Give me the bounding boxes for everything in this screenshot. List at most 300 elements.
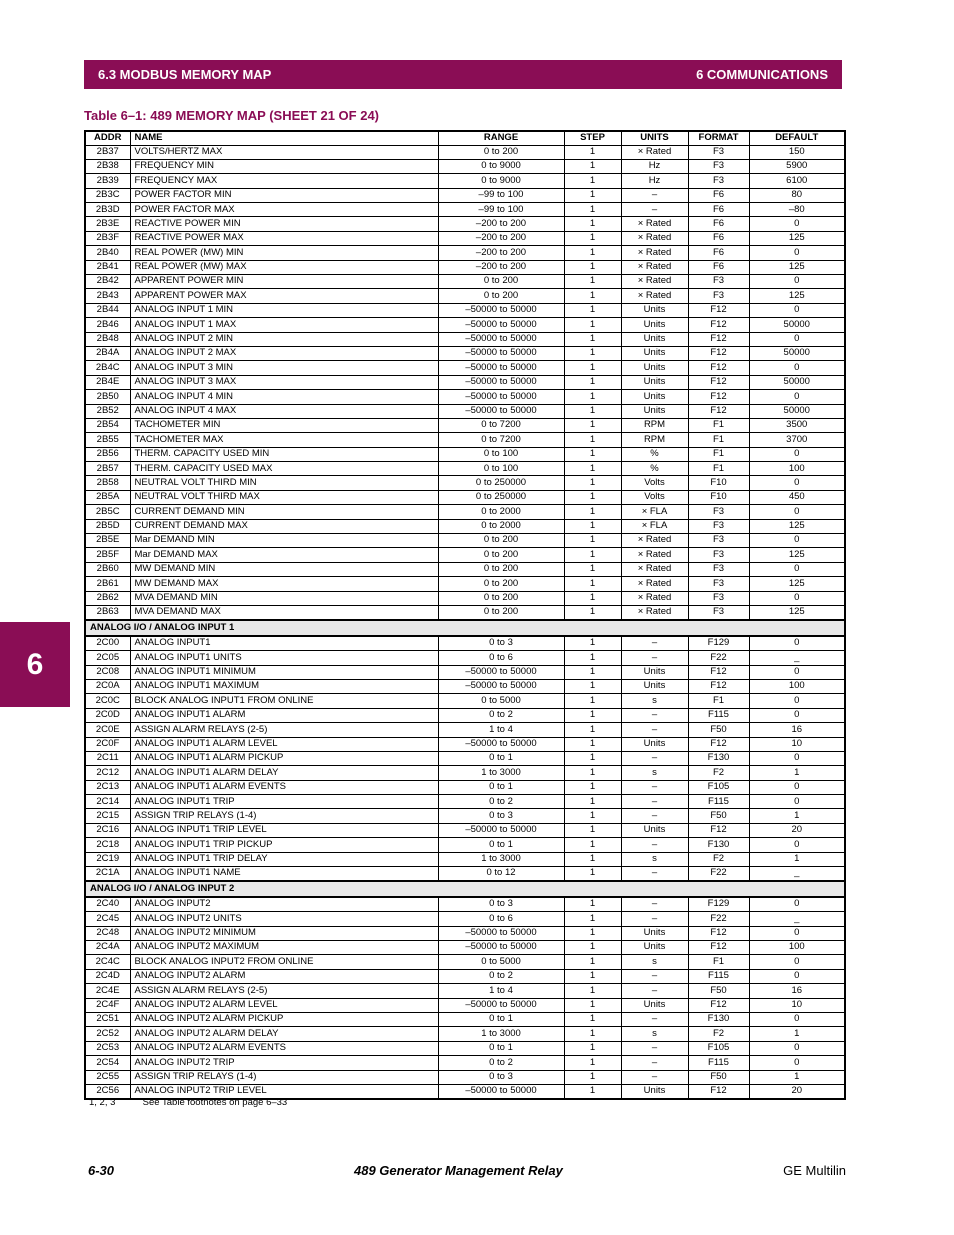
cell-units: × Rated <box>621 231 688 245</box>
cell-default: 0 <box>749 838 845 852</box>
cell-addr: 2C4C <box>85 955 130 969</box>
cell-units: – <box>621 867 688 882</box>
cell-addr: 2B63 <box>85 606 130 621</box>
table-row <box>85 926 845 940</box>
cell-format: F3 <box>688 534 749 548</box>
cell-default: 0 <box>749 505 845 519</box>
cell-addr: 2C54 <box>85 1056 130 1070</box>
cell-addr: 2C13 <box>85 780 130 794</box>
cell-addr: 2C0E <box>85 723 130 737</box>
cell-name: ANALOG INPUT2 TRIP <box>130 1056 438 1070</box>
cell-units: × Rated <box>621 145 688 159</box>
cell-step: 1 <box>564 447 621 461</box>
cell-default: 0 <box>749 1012 845 1026</box>
cell-format: F12 <box>688 332 749 346</box>
cell-step: 1 <box>564 969 621 983</box>
footnote-text: See Table footnotes on page 6–33 <box>142 1097 288 1108</box>
cell-addr: 2C4D <box>85 969 130 983</box>
cell-step: 1 <box>564 723 621 737</box>
cell-range: 0 to 5000 <box>438 955 564 969</box>
cell-format: F129 <box>688 897 749 912</box>
cell-units: × Rated <box>621 217 688 231</box>
cell-default: 0 <box>749 665 845 679</box>
table-row <box>85 1070 845 1084</box>
cell-format: F22 <box>688 867 749 882</box>
cell-units: Hz <box>621 174 688 188</box>
cell-units: RPM <box>621 433 688 447</box>
table-row <box>85 505 845 519</box>
cell-step: 1 <box>564 562 621 576</box>
cell-name: ANALOG INPUT 4 MIN <box>130 390 438 404</box>
cell-default: 0 <box>749 562 845 576</box>
table-row <box>85 606 845 621</box>
cell-default: 125 <box>749 548 845 562</box>
cell-range: 0 to 7200 <box>438 433 564 447</box>
cell-addr: 2B57 <box>85 462 130 476</box>
cell-addr: 2C55 <box>85 1070 130 1084</box>
cell-format: F2 <box>688 1027 749 1041</box>
cell-name: ASSIGN TRIP RELAYS (1-4) <box>130 1070 438 1084</box>
cell-units: – <box>621 203 688 217</box>
cell-format: F12 <box>688 318 749 332</box>
cell-addr: 2C56 <box>85 1084 130 1099</box>
cell-default: _ <box>749 912 845 926</box>
cell-name: APPARENT POWER MIN <box>130 275 438 289</box>
cell-format: F12 <box>688 679 749 693</box>
cell-default: 0 <box>749 217 845 231</box>
cell-default: 50000 <box>749 375 845 389</box>
section-label: ANALOG I/O / ANALOG INPUT 1 <box>85 620 845 635</box>
cell-name: ANALOG INPUT1 ALARM <box>130 708 438 722</box>
cell-name: TACHOMETER MIN <box>130 418 438 432</box>
cell-default: 20 <box>749 1084 845 1099</box>
cell-name: MW DEMAND MAX <box>130 577 438 591</box>
cell-default: 0 <box>749 795 845 809</box>
cell-name: ANALOG INPUT2 UNITS <box>130 912 438 926</box>
cell-addr: 2C0A <box>85 679 130 693</box>
cell-name: ANALOG INPUT1 MINIMUM <box>130 665 438 679</box>
cell-step: 1 <box>564 737 621 751</box>
cell-default: 0 <box>749 955 845 969</box>
cell-format: F12 <box>688 404 749 418</box>
cell-units: Units <box>621 940 688 954</box>
cell-default: 0 <box>749 361 845 375</box>
cell-format: F115 <box>688 795 749 809</box>
cell-addr: 2B5D <box>85 519 130 533</box>
cell-name: ANALOG INPUT 3 MIN <box>130 361 438 375</box>
cell-units: – <box>621 708 688 722</box>
cell-name: FREQUENCY MIN <box>130 159 438 173</box>
cell-format: F115 <box>688 1056 749 1070</box>
cell-range: –50000 to 50000 <box>438 346 564 360</box>
cell-name: BLOCK ANALOG INPUT2 FROM ONLINE <box>130 955 438 969</box>
cell-step: 1 <box>564 1070 621 1084</box>
table-row <box>85 375 845 389</box>
cell-name: ANALOG INPUT2 <box>130 897 438 912</box>
chapter-title: 6 COMMUNICATIONS <box>696 67 828 82</box>
cell-default: 0 <box>749 636 845 651</box>
cell-units: – <box>621 984 688 998</box>
cell-name: APPARENT POWER MAX <box>130 289 438 303</box>
cell-format: F3 <box>688 289 749 303</box>
cell-range: 0 to 100 <box>438 447 564 461</box>
cell-step: 1 <box>564 188 621 202</box>
cell-format: F12 <box>688 361 749 375</box>
cell-step: 1 <box>564 751 621 765</box>
table-row <box>85 534 845 548</box>
table-row <box>85 332 845 346</box>
cell-format: F12 <box>688 665 749 679</box>
cell-name: ANALOG INPUT1 ALARM EVENTS <box>130 780 438 794</box>
cell-step: 1 <box>564 940 621 954</box>
cell-format: F1 <box>688 462 749 476</box>
cell-step: 1 <box>564 289 621 303</box>
cell-step: 1 <box>564 1084 621 1099</box>
cell-step: 1 <box>564 795 621 809</box>
cell-format: F50 <box>688 809 749 823</box>
cell-addr: 2B3E <box>85 217 130 231</box>
table-title: Table 6–1: 489 MEMORY MAP (SHEET 21 OF 24) <box>84 108 380 123</box>
cell-units: s <box>621 852 688 866</box>
cell-range: –50000 to 50000 <box>438 303 564 317</box>
cell-range: –50000 to 50000 <box>438 926 564 940</box>
cell-default: 6100 <box>749 174 845 188</box>
cell-name: ANALOG INPUT 1 MIN <box>130 303 438 317</box>
cell-addr: 2B37 <box>85 145 130 159</box>
cell-addr: 2B38 <box>85 159 130 173</box>
cell-step: 1 <box>564 174 621 188</box>
cell-range: 0 to 200 <box>438 591 564 605</box>
cell-units: – <box>621 1041 688 1055</box>
cell-units: Units <box>621 823 688 837</box>
table-row <box>85 548 845 562</box>
cell-default: 0 <box>749 1056 845 1070</box>
cell-units: Units <box>621 390 688 404</box>
cell-range: 0 to 1 <box>438 751 564 765</box>
company-name: GE Multilin <box>783 1163 846 1178</box>
cell-default: 0 <box>749 303 845 317</box>
cell-units: – <box>621 723 688 737</box>
cell-range: –50000 to 50000 <box>438 998 564 1012</box>
cell-units: Units <box>621 404 688 418</box>
cell-addr: 2C53 <box>85 1041 130 1055</box>
cell-default: 100 <box>749 940 845 954</box>
table-row <box>85 679 845 693</box>
cell-name: NEUTRAL VOLT THIRD MAX <box>130 490 438 504</box>
cell-format: F1 <box>688 694 749 708</box>
cell-format: F115 <box>688 708 749 722</box>
cell-addr: 2B52 <box>85 404 130 418</box>
section-header-bar <box>84 60 842 89</box>
cell-format: F1 <box>688 447 749 461</box>
cell-step: 1 <box>564 246 621 260</box>
cell-range: 0 to 2000 <box>438 505 564 519</box>
cell-step: 1 <box>564 665 621 679</box>
cell-format: F12 <box>688 998 749 1012</box>
cell-step: 1 <box>564 332 621 346</box>
cell-units: × Rated <box>621 577 688 591</box>
cell-units: × FLA <box>621 519 688 533</box>
table-row <box>85 737 845 751</box>
cell-format: F50 <box>688 1070 749 1084</box>
table-row <box>85 217 845 231</box>
section-title: 6.3 MODBUS MEMORY MAP <box>98 67 272 82</box>
cell-addr: 2B4C <box>85 361 130 375</box>
cell-default: 125 <box>749 519 845 533</box>
cell-range: 0 to 200 <box>438 534 564 548</box>
table-row <box>85 1056 845 1070</box>
footnote-refs: 1, 2, 3 <box>89 1097 116 1108</box>
cell-name: ANALOG INPUT1 TRIP DELAY <box>130 852 438 866</box>
cell-default: 1 <box>749 1070 845 1084</box>
table-row <box>85 203 845 217</box>
cell-step: 1 <box>564 318 621 332</box>
cell-range: –50000 to 50000 <box>438 332 564 346</box>
table-row <box>85 231 845 245</box>
cell-addr: 2C1A <box>85 867 130 882</box>
cell-default: 80 <box>749 188 845 202</box>
cell-default: 450 <box>749 490 845 504</box>
table-row <box>85 462 845 476</box>
cell-name: ASSIGN TRIP RELAYS (1-4) <box>130 809 438 823</box>
table-row <box>85 289 845 303</box>
memory-map-table <box>84 130 846 1100</box>
cell-step: 1 <box>564 897 621 912</box>
cell-step: 1 <box>564 852 621 866</box>
cell-default: 50000 <box>749 318 845 332</box>
cell-default: 0 <box>749 332 845 346</box>
table-row <box>85 780 845 794</box>
cell-units: Units <box>621 375 688 389</box>
cell-default: 0 <box>749 897 845 912</box>
cell-range: 1 to 3000 <box>438 852 564 866</box>
cell-format: F10 <box>688 490 749 504</box>
cell-name: POWER FACTOR MAX <box>130 203 438 217</box>
cell-name: ANALOG INPUT 1 MAX <box>130 318 438 332</box>
cell-units: s <box>621 955 688 969</box>
cell-format: F6 <box>688 260 749 274</box>
cell-format: F50 <box>688 984 749 998</box>
cell-units: Units <box>621 998 688 1012</box>
cell-default: 16 <box>749 984 845 998</box>
cell-range: –50000 to 50000 <box>438 375 564 389</box>
cell-units: × FLA <box>621 505 688 519</box>
cell-addr: 2B55 <box>85 433 130 447</box>
cell-format: F22 <box>688 651 749 665</box>
cell-range: 0 to 200 <box>438 275 564 289</box>
cell-format: F2 <box>688 852 749 866</box>
cell-units: – <box>621 780 688 794</box>
cell-default: 0 <box>749 534 845 548</box>
cell-name: ANALOG INPUT2 MINIMUM <box>130 926 438 940</box>
cell-name: ANALOG INPUT2 ALARM PICKUP <box>130 1012 438 1026</box>
cell-step: 1 <box>564 1056 621 1070</box>
table-row <box>85 390 845 404</box>
cell-name: VOLTS/HERTZ MAX <box>130 145 438 159</box>
table-row <box>85 665 845 679</box>
cell-format: F3 <box>688 174 749 188</box>
cell-step: 1 <box>564 606 621 621</box>
cell-name: Mar DEMAND MAX <box>130 548 438 562</box>
cell-name: ANALOG INPUT1 ALARM LEVEL <box>130 737 438 751</box>
cell-format: F50 <box>688 723 749 737</box>
cell-addr: 2C51 <box>85 1012 130 1026</box>
cell-addr: 2B43 <box>85 289 130 303</box>
cell-units: Units <box>621 346 688 360</box>
cell-name: CURRENT DEMAND MAX <box>130 519 438 533</box>
cell-range: 0 to 3 <box>438 809 564 823</box>
col-header-name: NAME <box>130 131 438 145</box>
cell-default: 125 <box>749 260 845 274</box>
cell-format: F12 <box>688 926 749 940</box>
cell-range: –50000 to 50000 <box>438 679 564 693</box>
cell-addr: 2B62 <box>85 591 130 605</box>
cell-step: 1 <box>564 984 621 998</box>
cell-addr: 2C40 <box>85 897 130 912</box>
table-row <box>85 303 845 317</box>
cell-default: 3500 <box>749 418 845 432</box>
cell-step: 1 <box>564 955 621 969</box>
cell-addr: 2C19 <box>85 852 130 866</box>
cell-addr: 2B40 <box>85 246 130 260</box>
cell-addr: 2C0F <box>85 737 130 751</box>
cell-name: ANALOG INPUT1 NAME <box>130 867 438 882</box>
cell-addr: 2B5C <box>85 505 130 519</box>
table-row <box>85 708 845 722</box>
cell-range: –200 to 200 <box>438 260 564 274</box>
cell-units: – <box>621 188 688 202</box>
table-row <box>85 519 845 533</box>
table-row <box>85 852 845 866</box>
cell-format: F12 <box>688 303 749 317</box>
table-row <box>85 346 845 360</box>
cell-format: F3 <box>688 145 749 159</box>
table-row <box>85 174 845 188</box>
cell-format: F6 <box>688 231 749 245</box>
cell-format: F1 <box>688 955 749 969</box>
cell-addr: 2C0C <box>85 694 130 708</box>
cell-format: F3 <box>688 505 749 519</box>
cell-step: 1 <box>564 346 621 360</box>
cell-format: F1 <box>688 433 749 447</box>
cell-addr: 2B4A <box>85 346 130 360</box>
table-row <box>85 838 845 852</box>
cell-name: FREQUENCY MAX <box>130 174 438 188</box>
cell-range: 0 to 9000 <box>438 159 564 173</box>
table-row <box>85 809 845 823</box>
cell-units: Units <box>621 679 688 693</box>
product-name: 489 Generator Management Relay <box>354 1163 563 1178</box>
cell-range: 0 to 5000 <box>438 694 564 708</box>
table-header-row <box>85 131 845 145</box>
cell-addr: 2C00 <box>85 636 130 651</box>
cell-addr: 2B44 <box>85 303 130 317</box>
cell-step: 1 <box>564 260 621 274</box>
cell-range: 1 to 4 <box>438 723 564 737</box>
cell-range: –99 to 100 <box>438 188 564 202</box>
cell-range: 1 to 3000 <box>438 766 564 780</box>
table-row <box>85 751 845 765</box>
cell-name: ASSIGN ALARM RELAYS (2-5) <box>130 723 438 737</box>
cell-range: –200 to 200 <box>438 246 564 260</box>
table-row <box>85 490 845 504</box>
cell-step: 1 <box>564 1027 621 1041</box>
cell-default: _ <box>749 651 845 665</box>
cell-step: 1 <box>564 275 621 289</box>
cell-range: 0 to 200 <box>438 577 564 591</box>
cell-addr: 2C11 <box>85 751 130 765</box>
table-row <box>85 867 845 882</box>
table-row <box>85 188 845 202</box>
cell-addr: 2B42 <box>85 275 130 289</box>
table-row <box>85 723 845 737</box>
cell-addr: 2B3C <box>85 188 130 202</box>
table-row <box>85 897 845 912</box>
cell-step: 1 <box>564 505 621 519</box>
cell-addr: 2C08 <box>85 665 130 679</box>
table-row <box>85 404 845 418</box>
table-row <box>85 795 845 809</box>
cell-units: – <box>621 751 688 765</box>
cell-name: ANALOG INPUT 2 MAX <box>130 346 438 360</box>
cell-format: F1 <box>688 418 749 432</box>
table-row <box>85 145 845 159</box>
cell-units: – <box>621 969 688 983</box>
table-row <box>85 940 845 954</box>
cell-default: 0 <box>749 390 845 404</box>
cell-default: 10 <box>749 998 845 1012</box>
cell-addr: 2C12 <box>85 766 130 780</box>
cell-addr: 2B5E <box>85 534 130 548</box>
col-header-format: FORMAT <box>688 131 749 145</box>
cell-name: REAL POWER (MW) MIN <box>130 246 438 260</box>
cell-format: F3 <box>688 562 749 576</box>
cell-default: 0 <box>749 447 845 461</box>
cell-step: 1 <box>564 1012 621 1026</box>
cell-step: 1 <box>564 404 621 418</box>
cell-name: BLOCK ANALOG INPUT1 FROM ONLINE <box>130 694 438 708</box>
cell-range: 0 to 1 <box>438 838 564 852</box>
cell-format: F12 <box>688 375 749 389</box>
cell-units: – <box>621 1056 688 1070</box>
cell-name: ANALOG INPUT2 ALARM <box>130 969 438 983</box>
cell-format: F12 <box>688 1084 749 1099</box>
cell-default: 10 <box>749 737 845 751</box>
table-row <box>85 823 845 837</box>
cell-addr: 2B3F <box>85 231 130 245</box>
cell-name: ANALOG INPUT1 <box>130 636 438 651</box>
cell-default: 1 <box>749 766 845 780</box>
table-row <box>85 1012 845 1026</box>
table-row <box>85 766 845 780</box>
cell-name: REAL POWER (MW) MAX <box>130 260 438 274</box>
cell-units: × Rated <box>621 260 688 274</box>
section-label: ANALOG I/O / ANALOG INPUT 2 <box>85 881 845 896</box>
table-row <box>85 1041 845 1055</box>
cell-default: 50000 <box>749 404 845 418</box>
cell-default: 0 <box>749 246 845 260</box>
cell-range: 0 to 1 <box>438 1012 564 1026</box>
cell-step: 1 <box>564 519 621 533</box>
cell-step: 1 <box>564 418 621 432</box>
cell-step: 1 <box>564 636 621 651</box>
cell-addr: 2B58 <box>85 476 130 490</box>
section-row <box>85 881 845 896</box>
cell-format: F12 <box>688 737 749 751</box>
cell-format: F12 <box>688 940 749 954</box>
cell-name: THERM. CAPACITY USED MIN <box>130 447 438 461</box>
cell-format: F130 <box>688 751 749 765</box>
